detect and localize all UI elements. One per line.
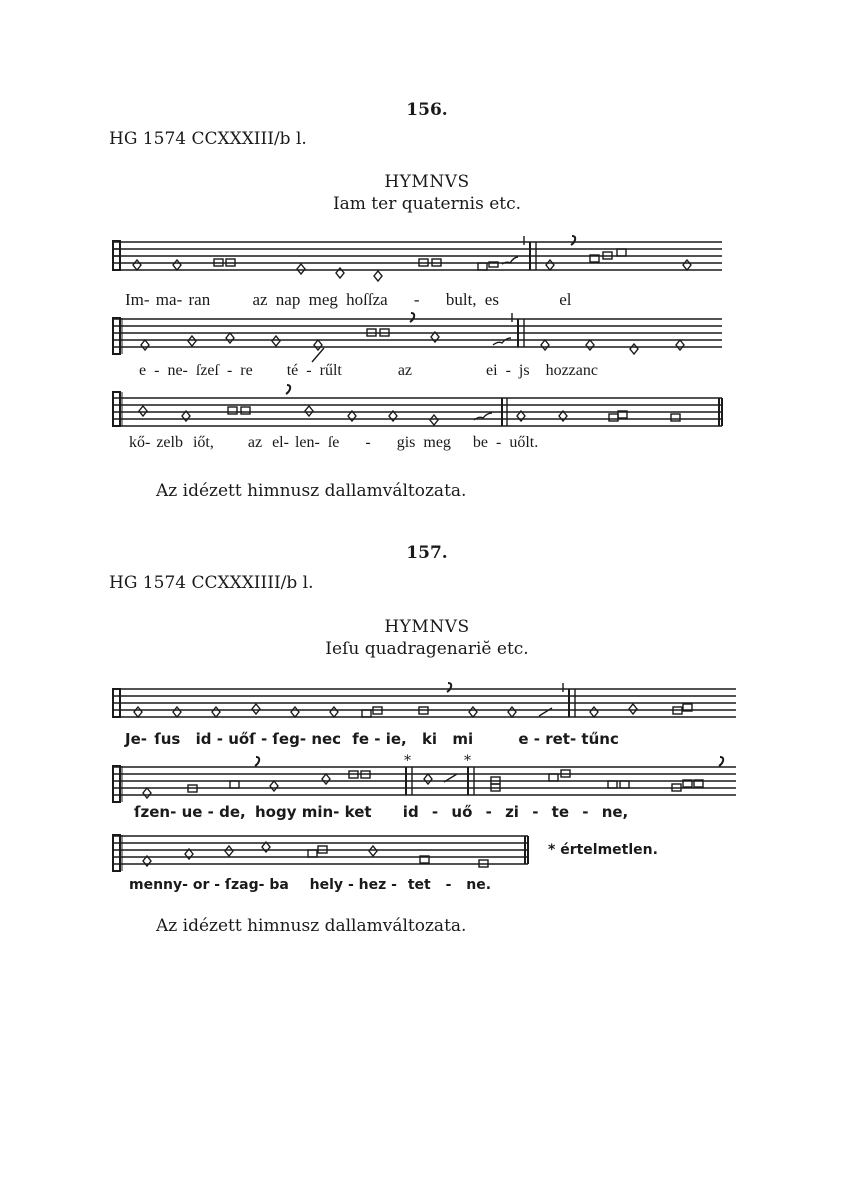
lyric-syllable: - <box>347 877 354 893</box>
lyric-syllable: ne- <box>167 362 188 379</box>
lyric-syllable: ba <box>269 877 289 893</box>
lyric-syllable: Im- <box>125 290 150 309</box>
lyric-syllable: id <box>195 730 212 748</box>
lyric-line <box>134 803 628 821</box>
lyric-syllable: or <box>192 877 210 893</box>
lyric-syllable: re <box>240 362 253 379</box>
lyric-syllable: ne, <box>601 803 629 821</box>
lyric-syllable: gis <box>396 434 416 451</box>
lyric-syllable: meg <box>308 290 338 309</box>
lyric-syllable: ſe <box>327 434 340 451</box>
lyric-syllable: menny- <box>129 877 188 893</box>
lyric-line <box>125 730 619 748</box>
lyric-syllable: nec <box>311 730 342 748</box>
lyric-syllable: - <box>391 877 397 893</box>
lyric-syllable: - <box>216 730 223 748</box>
lyric-syllable: - <box>207 803 214 821</box>
lyric-syllable: ne. <box>466 877 492 893</box>
lyric-syllable: - <box>374 730 381 748</box>
lyric-syllable: - <box>582 803 589 821</box>
lyric-syllable: ſzeſ <box>195 362 219 379</box>
lyric-syllable: hoſſza <box>346 290 388 309</box>
lyric-syllable: uő <box>451 803 473 821</box>
lyric-syllable: ki <box>421 730 438 748</box>
lyric-syllable: - <box>154 362 160 379</box>
lyric-syllable: zi <box>505 803 519 821</box>
source-reference: HG 1574 CCXXXIIII/b l. <box>109 573 314 593</box>
lyric-syllable: - <box>532 803 539 821</box>
remark: Az idézett himnusz dallamváltozata. <box>156 481 467 501</box>
lyric-syllable: be <box>472 434 489 451</box>
lyric-syllable: zelb <box>156 434 183 451</box>
piece-number: 157. <box>406 543 448 563</box>
lyric-syllable: - <box>445 877 452 893</box>
lyric-syllable: es <box>484 290 499 309</box>
hymn-incipit: Ieſu quadragenariĕ etc. <box>325 639 529 659</box>
lyric-syllable: Je- <box>125 730 147 748</box>
lyric-syllable: kő- <box>129 434 151 451</box>
lyric-syllable: ue <box>181 803 203 821</box>
lyric-syllable: iőt, <box>192 434 214 451</box>
lyric-syllable: - <box>496 434 502 451</box>
lyric-syllable: hely <box>309 877 344 893</box>
lyric-syllable: - <box>365 434 371 451</box>
piece-number: 156. <box>406 100 448 120</box>
lyric-syllable: ſzen- <box>134 803 177 821</box>
lyric-syllable: len- <box>294 434 320 451</box>
lyric-syllable: - <box>485 803 492 821</box>
lyric-syllable: ei <box>486 362 498 379</box>
lyric-syllable: - <box>226 362 233 379</box>
lyric-syllable: ma- <box>155 290 183 309</box>
lyric-syllable: - <box>413 290 420 309</box>
lyric-syllable: - <box>306 362 312 379</box>
lyric-syllable: - <box>505 362 511 379</box>
lyric-syllable: té <box>286 362 299 379</box>
lyric-syllable: hogy <box>254 803 297 821</box>
lyric-syllable: mi <box>452 730 474 748</box>
lyric-syllable: id <box>402 803 419 821</box>
lyric-syllable: e <box>139 362 147 379</box>
lyric-line <box>129 877 491 893</box>
lyric-syllable: uőlt. <box>509 434 539 451</box>
lyric-syllable: meg <box>423 434 451 451</box>
lyric-syllable: fe <box>352 730 369 748</box>
lyric-line <box>125 290 572 310</box>
lyric-syllable: ſeg- <box>272 730 307 748</box>
lyric-syllable: tűnc <box>581 730 619 748</box>
lyric-syllable: te <box>551 803 569 821</box>
lyric-syllable: ret- <box>545 730 577 748</box>
svg-text:*: * <box>464 753 471 769</box>
lyric-line <box>129 434 538 452</box>
lyric-syllable: ket <box>344 803 372 821</box>
lyric-syllable: hez <box>358 877 387 893</box>
svg-text:*: * <box>404 753 411 769</box>
footnote: * értelmetlen. <box>548 842 658 858</box>
source-reference: HG 1574 CCXXXIII/b l. <box>109 129 307 149</box>
lyric-syllable: ie, <box>385 730 407 748</box>
lyric-syllable: hozzanc <box>545 362 598 379</box>
lyric-syllable: nap <box>275 290 301 309</box>
lyric-syllable: de, <box>219 803 246 821</box>
lyric-syllable: min- <box>301 803 340 821</box>
lyric-syllable: - <box>214 877 221 893</box>
lyric-line <box>139 362 598 380</box>
lyric-syllable: az <box>397 362 413 379</box>
lyric-syllable: rűlt <box>319 362 342 379</box>
lyric-syllable: ſus <box>154 730 181 748</box>
lyric-syllable: ran <box>188 290 211 309</box>
lyric-syllable: tet <box>407 877 431 893</box>
lyric-syllable: bult, <box>445 290 477 309</box>
lyric-syllable: el- <box>272 434 289 451</box>
lyric-syllable: - <box>431 803 439 821</box>
lyric-syllable: el <box>559 290 572 309</box>
hymn-incipit: Iam ter quaternis etc. <box>332 194 522 214</box>
lyric-syllable: uőſ <box>228 730 256 748</box>
lyric-syllable: js <box>518 362 530 379</box>
lyric-syllable: e <box>518 730 529 748</box>
hymn-title: HYMNVS <box>384 172 470 192</box>
lyric-syllable: - <box>533 730 540 748</box>
lyric-syllable: az <box>247 434 263 451</box>
lyric-syllable: - <box>260 730 268 748</box>
lyric-syllable: az <box>252 290 268 309</box>
remark: Az idézett himnusz dallamváltozata. <box>156 916 467 936</box>
hymn-title: HYMNVS <box>384 617 470 637</box>
lyric-syllable: ſzag- <box>224 877 265 893</box>
